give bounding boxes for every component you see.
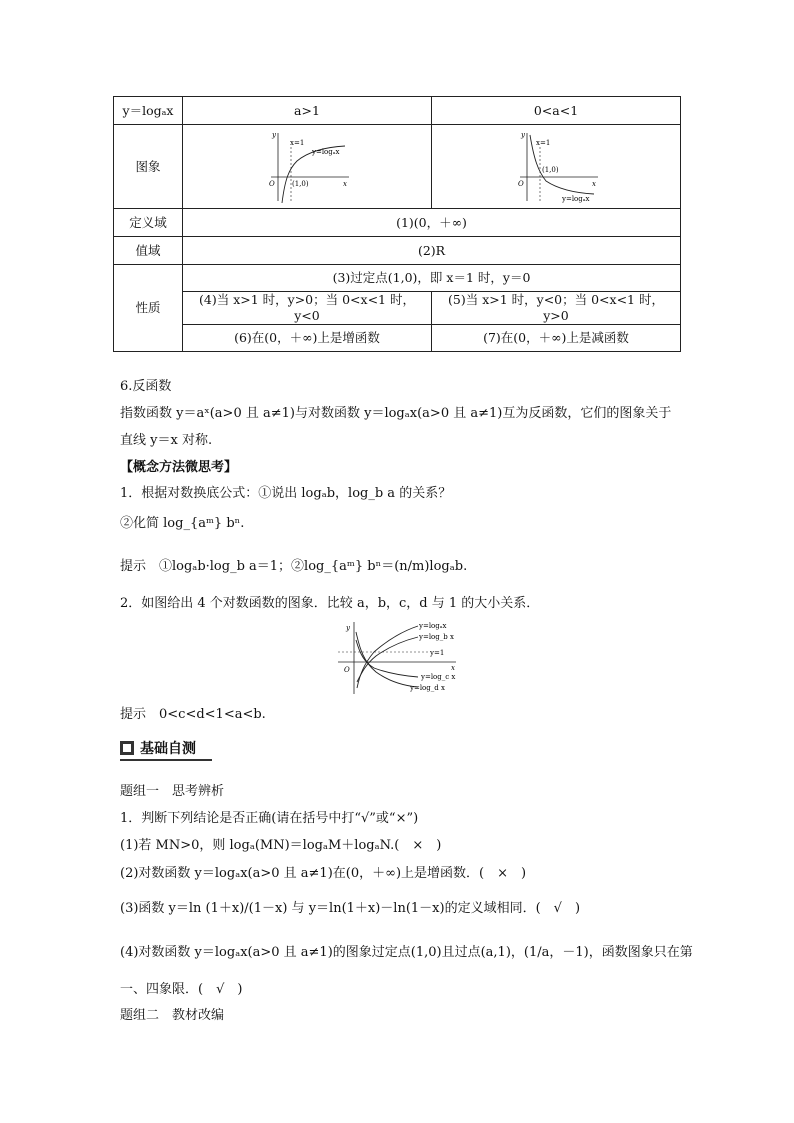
graph1-x1-label: x=1 — [290, 138, 305, 147]
log-function-properties-table — [113, 96, 681, 352]
property-sign-decreasing: (5)当 x>1 时，y<0；当 0<x<1 时，y>0 — [432, 292, 681, 325]
fig-label-c: y=log_c x — [421, 673, 456, 681]
row-label-properties: 性质 — [114, 265, 183, 352]
header-cell-a-lt-1: 0<a<1 — [432, 97, 681, 125]
fig-label-y1: y=1 — [430, 649, 445, 657]
property-sign-increasing: (4)当 x>1 时，y>0；当 0<x<1 时，y<0 — [183, 292, 432, 325]
property-fixed-point: (3)过定点(1,0)，即 x＝1 时，y＝0 — [183, 265, 681, 292]
property-monotonic-decreasing: (7)在(0，＋∞)上是减函数 — [432, 325, 681, 352]
think-header: 【概念方法微思考】 — [120, 460, 238, 475]
header-cell-function: y＝logₐx — [114, 97, 183, 125]
graph2-y-label: y — [521, 130, 525, 139]
fig-label-d: y=log_d x — [410, 684, 445, 692]
row-label-domain: 定义域 — [114, 209, 183, 237]
graph-cell-increasing — [183, 125, 432, 209]
judge-item4b: 一、四象限．( √ ) — [120, 982, 243, 997]
think-question1: 1．根据对数换底公式：①说出 logₐb，log_b a 的关系？ — [120, 486, 452, 501]
group1-title: 题组一 思考辨析 — [120, 784, 225, 799]
four-log-curves-figure — [330, 618, 460, 696]
graph-cell-decreasing — [432, 125, 681, 209]
think-question2: 2．如图给出 4 个对数函数的图象．比较 a，b，c，d 与 1 的大小关系． — [120, 596, 540, 611]
graph2-origin-label: O — [518, 179, 524, 188]
judge-item1: (1)若 MN>0，则 logₐ(MN)＝logₐM＋logₐN.( × ) — [120, 838, 442, 853]
fig-label-b: y=log_b x — [419, 633, 454, 641]
judge-item4a: (4)对数函数 y＝logₐx(a>0 且 a≠1)的图象过定点(1,0)且过点(a,1)，(1/a，－1)，函数图象只在第 — [120, 945, 693, 960]
fig-origin-label: O — [344, 666, 350, 674]
increasing-log-graph — [257, 129, 357, 205]
fig-label-a: y=logₐx — [419, 622, 447, 630]
row-label-range: 值域 — [114, 237, 183, 265]
graph2-x1-label: x=1 — [536, 138, 551, 147]
section6-line2: 直线 y＝x 对称. — [120, 433, 213, 448]
decreasing-log-graph — [506, 129, 606, 205]
graph2-x-label: x — [592, 179, 596, 188]
domain-value: (1)(0，＋∞) — [183, 209, 681, 237]
section-square-icon — [120, 741, 134, 755]
graph2-point-label: (1,0) — [542, 165, 559, 174]
graph1-curve-label: y=logₐx — [312, 147, 340, 156]
fig-y-label: y — [346, 624, 350, 632]
range-value: (2)R — [183, 237, 681, 265]
basic-test-header — [120, 738, 210, 760]
section6-line1: 指数函数 y＝aˣ(a>0 且 a≠1)与对数函数 y＝logₐx(a>0 且 a≠1)互为反函数，它们的图象关于 — [120, 406, 672, 421]
think-hint2: 提示 0<c<d<1<a<b. — [120, 707, 266, 722]
header-cell-a-gt-1: a>1 — [183, 97, 432, 125]
think-question1b: ②化简 log_{aᵐ} bⁿ. — [120, 516, 245, 531]
judge-item2: (2)对数函数 y＝logₐx(a>0 且 a≠1)在(0，＋∞)上是增函数．( × ) — [120, 866, 527, 881]
judge-item3: (3)函数 y＝ln (1＋x)/(1－x) 与 y＝ln(1＋x)－ln(1－x)的定义域相同．( √ ) — [120, 901, 581, 916]
graph1-origin-label: O — [269, 179, 275, 188]
graph1-point-label: (1,0) — [292, 179, 309, 188]
basic-test-title: 基础自测 — [140, 741, 196, 757]
fig-x-label: x — [451, 664, 455, 672]
graph2-curve-label: y=logₐx — [562, 194, 590, 203]
section6-title: 6.反函数 — [120, 379, 172, 394]
judge-question: 1．判断下列结论是否正确(请在括号中打“√”或“×”) — [120, 811, 419, 826]
graph1-y-label: y — [272, 130, 276, 139]
think-hint1: 提示 ①logₐb·log_b a＝1；②log_{aᵐ} bⁿ＝(n/m)logₐb. — [120, 559, 468, 574]
section-underline — [120, 759, 212, 761]
graph1-x-label: x — [343, 179, 347, 188]
property-monotonic-increasing: (6)在(0，＋∞)上是增函数 — [183, 325, 432, 352]
group2-title: 题组二 教材改编 — [120, 1008, 225, 1023]
row-label-graph: 图象 — [114, 125, 183, 209]
